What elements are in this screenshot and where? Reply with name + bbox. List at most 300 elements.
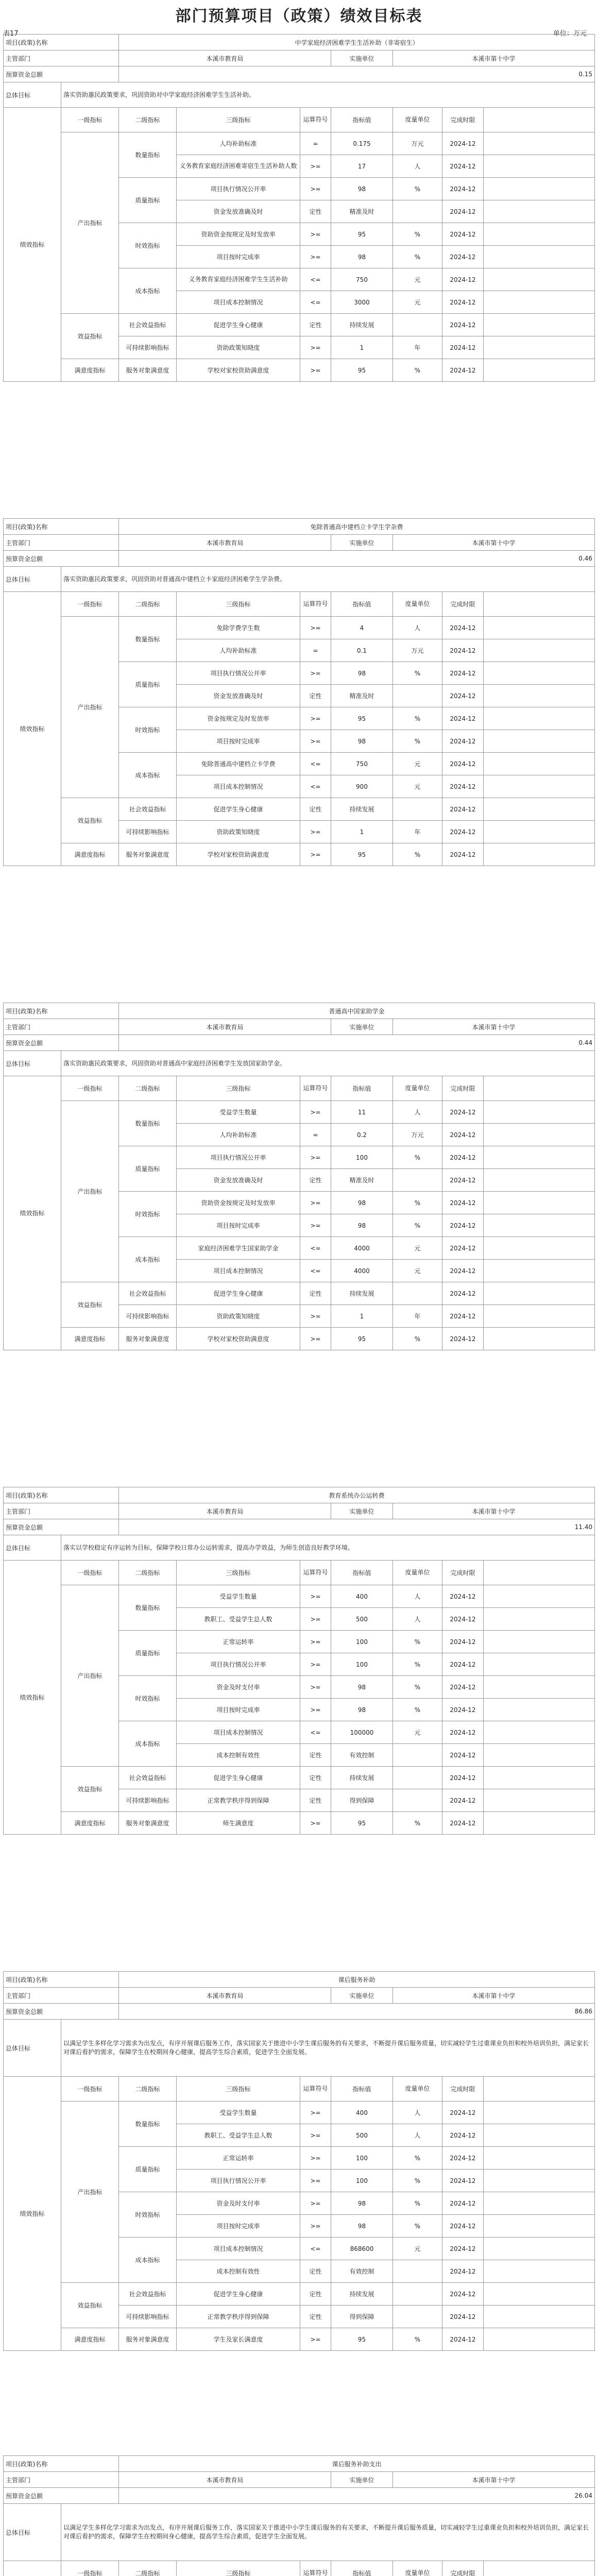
col-blank	[484, 1561, 595, 1585]
level2-indicator: 成本指标	[119, 753, 177, 798]
extra-cell	[484, 2260, 595, 2283]
dept-label: 主管部门	[4, 1503, 119, 1519]
level3-indicator: 人均补助标准	[177, 639, 300, 662]
funds-label: 预算资金总额	[4, 1035, 119, 1051]
level2-indicator: 数量指标	[119, 1101, 177, 1146]
indicator-value: 0.175	[331, 132, 393, 155]
operator: >=	[300, 1101, 331, 1124]
indicator-row	[4, 314, 595, 336]
completion-time: 2024-12	[442, 617, 484, 639]
extra-cell	[484, 730, 595, 753]
dept-value: 本溪市教育局	[119, 1503, 331, 1519]
indicator-value: 95	[331, 843, 393, 866]
level2-indicator: 社会效益指标	[119, 1282, 177, 1305]
level3-indicator: 义务教育家庭经济困难寄宿生生活补助人数	[177, 155, 300, 178]
extra-cell	[484, 1789, 595, 1812]
indicator-value: 900	[331, 775, 393, 798]
extra-cell	[484, 268, 595, 291]
funds-label: 预算资金总额	[4, 2488, 119, 2504]
indicator-value: 精准及时	[331, 685, 393, 707]
indicator-value: 1	[331, 336, 393, 359]
dept-label: 主管部门	[4, 2472, 119, 2488]
indicator-value: 1	[331, 821, 393, 843]
operator: 定性	[300, 200, 331, 223]
level3-indicator: 项目执行情况公开率	[177, 1653, 300, 1676]
operator: >=	[300, 1608, 331, 1631]
indicator-row	[4, 1767, 595, 1789]
level1-indicator: 产出指标	[61, 132, 119, 314]
col-blank	[484, 2077, 595, 2102]
completion-time: 2024-12	[442, 707, 484, 730]
indicator-row	[4, 1812, 595, 1835]
extra-cell	[484, 617, 595, 639]
project-block	[3, 2455, 594, 2576]
level2-indicator: 时效指标	[119, 1192, 177, 1237]
extra-cell	[484, 1192, 595, 1214]
operator: >=	[300, 843, 331, 866]
col-op: 运算符号	[300, 108, 331, 132]
extra-cell	[484, 1631, 595, 1653]
extra-cell	[484, 2102, 595, 2124]
indicator-value: 持续发展	[331, 314, 393, 336]
indicator-value: 17	[331, 155, 393, 178]
operator: 定性	[300, 1744, 331, 1767]
extra-cell	[484, 798, 595, 821]
measure-unit: 人	[393, 1585, 442, 1608]
level3-indicator: 人均补助标准	[177, 132, 300, 155]
completion-time: 2024-12	[442, 753, 484, 775]
level3-indicator: 正常教学秩序得到保障	[177, 2306, 300, 2328]
level3-indicator: 学生及家长满意度	[177, 2328, 300, 2351]
level1-indicator: 产出指标	[61, 1585, 119, 1767]
measure-unit: %	[393, 662, 442, 685]
col-l3: 三级指标	[177, 108, 300, 132]
col-l1: 一级指标	[61, 2561, 119, 2576]
project-table	[3, 1971, 595, 2351]
measure-unit: %	[393, 2170, 442, 2192]
indicator-value: 4000	[331, 1260, 393, 1282]
completion-time: 2024-12	[442, 821, 484, 843]
extra-cell	[484, 843, 595, 866]
goal-label: 总体目标	[4, 2504, 61, 2561]
col-l2: 二级指标	[119, 2561, 177, 2576]
indicators-label: 绩效指标	[4, 1076, 61, 1350]
level2-indicator: 社会效益指标	[119, 2283, 177, 2306]
level3-indicator: 成本控制有效性	[177, 1744, 300, 1767]
indicator-row	[4, 2283, 595, 2306]
completion-time: 2024-12	[442, 2124, 484, 2147]
level1-indicator: 满意度指标	[61, 843, 119, 866]
indicator-row	[4, 2328, 595, 2351]
indicators-label: 绩效指标	[4, 592, 61, 866]
indicator-value: 95	[331, 223, 393, 246]
level2-indicator: 数量指标	[119, 2102, 177, 2147]
extra-cell	[484, 1812, 595, 1835]
level3-indicator: 正常运转率	[177, 2147, 300, 2170]
indicator-value: 98	[331, 1214, 393, 1237]
project-name-label: 项目(政策)名称	[4, 1003, 119, 1019]
dept-value: 本溪市教育局	[119, 50, 331, 66]
indicators-label: 绩效指标	[4, 2077, 61, 2351]
dept-value: 本溪市教育局	[119, 535, 331, 551]
measure-unit: %	[393, 246, 442, 268]
level3-indicator: 资助资金按规定及时发放率	[177, 223, 300, 246]
level2-indicator: 质量指标	[119, 178, 177, 223]
completion-time: 2024-12	[442, 1721, 484, 1744]
indicator-row	[4, 843, 595, 866]
level2-indicator: 成本指标	[119, 1237, 177, 1282]
operator: =	[300, 1124, 331, 1146]
level3-indicator: 项目成本控制情况	[177, 775, 300, 798]
goal-label: 总体目标	[4, 567, 61, 592]
operator: >=	[300, 2124, 331, 2147]
measure-unit: %	[393, 178, 442, 200]
measure-unit: %	[393, 1699, 442, 1721]
measure-unit: 年	[393, 1305, 442, 1328]
measure-unit: 人	[393, 2102, 442, 2124]
extra-cell	[484, 2215, 595, 2238]
extra-cell	[484, 775, 595, 798]
operator: >=	[300, 662, 331, 685]
extra-cell	[484, 2192, 595, 2215]
extra-cell	[484, 1653, 595, 1676]
indicator-value: 400	[331, 2102, 393, 2124]
measure-unit: 元	[393, 1237, 442, 1260]
level2-indicator: 时效指标	[119, 2192, 177, 2238]
indicator-value: 精准及时	[331, 1169, 393, 1192]
extra-cell	[484, 1305, 595, 1328]
indicator-value: 868600	[331, 2238, 393, 2260]
dept-label: 主管部门	[4, 1019, 119, 1035]
col-blank	[484, 1076, 595, 1101]
level2-indicator: 社会效益指标	[119, 314, 177, 336]
indicator-row	[4, 1585, 595, 1608]
col-op: 运算符号	[300, 2077, 331, 2102]
completion-time: 2024-12	[442, 1146, 484, 1169]
completion-time: 2024-12	[442, 2238, 484, 2260]
col-val: 指标值	[331, 1076, 393, 1101]
operator: >=	[300, 1192, 331, 1214]
indicator-value: 4000	[331, 1237, 393, 1260]
measure-unit: 万元	[393, 132, 442, 155]
level2-indicator: 时效指标	[119, 1676, 177, 1721]
operator: >=	[300, 1699, 331, 1721]
measure-unit: 人	[393, 1608, 442, 1631]
operator: >=	[300, 1653, 331, 1676]
operator: 定性	[300, 685, 331, 707]
extra-cell	[484, 246, 595, 268]
extra-cell	[484, 2170, 595, 2192]
operator: 定性	[300, 1789, 331, 1812]
extra-cell	[484, 753, 595, 775]
col-l3: 三级指标	[177, 1076, 300, 1101]
measure-unit	[393, 1789, 442, 1812]
operator: >=	[300, 1146, 331, 1169]
extra-cell	[484, 685, 595, 707]
operator: 定性	[300, 798, 331, 821]
col-op: 运算符号	[300, 1076, 331, 1101]
impl-unit-label: 实施单位	[331, 1503, 393, 1519]
impl-unit-value: 本溪市第十中学	[393, 1019, 595, 1035]
impl-unit-label: 实施单位	[331, 2472, 393, 2488]
level2-indicator: 可持续影响指标	[119, 1789, 177, 1812]
level3-indicator: 项目执行情况公开率	[177, 178, 300, 200]
indicator-value: 98	[331, 246, 393, 268]
dept-value: 本溪市教育局	[119, 2472, 331, 2488]
goal-label: 总体目标	[4, 1051, 61, 1076]
col-l3: 三级指标	[177, 2561, 300, 2576]
extra-cell	[484, 639, 595, 662]
level3-indicator: 促进学生身心健康	[177, 314, 300, 336]
level2-indicator: 时效指标	[119, 707, 177, 753]
measure-unit: 元	[393, 268, 442, 291]
impl-unit-value: 本溪市第十中学	[393, 2472, 595, 2488]
completion-time: 2024-12	[442, 178, 484, 200]
measure-unit: %	[393, 1631, 442, 1653]
level1-indicator: 满意度指标	[61, 1328, 119, 1350]
dept-label: 主管部门	[4, 50, 119, 66]
indicator-value: 有效控制	[331, 1744, 393, 1767]
measure-unit: 人	[393, 1101, 442, 1124]
extra-cell	[484, 1744, 595, 1767]
impl-unit-value: 本溪市第十中学	[393, 1503, 595, 1519]
completion-time: 2024-12	[442, 1631, 484, 1653]
measure-unit: 人	[393, 2124, 442, 2147]
level2-indicator: 可持续影响指标	[119, 1305, 177, 1328]
col-l1: 一级指标	[61, 592, 119, 617]
col-done: 完成时限	[442, 592, 484, 617]
completion-time: 2024-12	[442, 223, 484, 246]
measure-unit: %	[393, 1812, 442, 1835]
level3-indicator: 促进学生身心健康	[177, 798, 300, 821]
measure-unit: 年	[393, 336, 442, 359]
impl-unit-label: 实施单位	[331, 50, 393, 66]
funds-value: 0.46	[119, 551, 595, 567]
level2-indicator: 社会效益指标	[119, 798, 177, 821]
indicator-value: 精准及时	[331, 200, 393, 223]
operator: 定性	[300, 314, 331, 336]
operator: >=	[300, 707, 331, 730]
extra-cell	[484, 1146, 595, 1169]
measure-unit: 元	[393, 291, 442, 314]
measure-unit	[393, 2306, 442, 2328]
measure-unit: 元	[393, 1260, 442, 1282]
indicator-value: 750	[331, 268, 393, 291]
funds-value: 11.40	[119, 1519, 595, 1535]
indicator-value: 得到保障	[331, 2306, 393, 2328]
project-block	[3, 34, 594, 382]
measure-unit	[393, 200, 442, 223]
table-label: 表17	[3, 30, 19, 38]
indicator-value: 95	[331, 2328, 393, 2351]
completion-time: 2024-12	[442, 2147, 484, 2170]
operator: <=	[300, 775, 331, 798]
measure-unit	[393, 314, 442, 336]
level3-indicator: 资助政策知晓度	[177, 336, 300, 359]
operator: >=	[300, 1305, 331, 1328]
indicator-value: 持续发展	[331, 2283, 393, 2306]
indicator-value: 100	[331, 2147, 393, 2170]
completion-time: 2024-12	[442, 336, 484, 359]
operator: >=	[300, 2192, 331, 2215]
level1-indicator: 效益指标	[61, 1282, 119, 1328]
indicator-row	[4, 1328, 595, 1350]
measure-unit: %	[393, 1214, 442, 1237]
project-name-label: 项目(政策)名称	[4, 1972, 119, 1988]
impl-unit-value: 本溪市第十中学	[393, 1988, 595, 2004]
impl-unit-label: 实施单位	[331, 535, 393, 551]
completion-time: 2024-12	[442, 2260, 484, 2283]
level3-indicator: 促进学生身心健康	[177, 2283, 300, 2306]
level3-indicator: 项目按时完成率	[177, 2215, 300, 2238]
level2-indicator: 服务对象满意度	[119, 1328, 177, 1350]
level2-indicator: 可持续影响指标	[119, 821, 177, 843]
funds-label: 预算资金总额	[4, 551, 119, 567]
operator: >=	[300, 730, 331, 753]
level3-indicator: 师生满意度	[177, 1812, 300, 1835]
extra-cell	[484, 1699, 595, 1721]
completion-time: 2024-12	[442, 1237, 484, 1260]
measure-unit: 万元	[393, 639, 442, 662]
indicator-value: 有效控制	[331, 2260, 393, 2283]
level3-indicator: 项目成本控制情况	[177, 1260, 300, 1282]
operator: 定性	[300, 2306, 331, 2328]
indicator-value: 98	[331, 178, 393, 200]
goal-label: 总体目标	[4, 82, 61, 108]
level3-indicator: 免除普通高中建档立卡学费	[177, 753, 300, 775]
funds-value: 0.15	[119, 66, 595, 82]
completion-time: 2024-12	[442, 1305, 484, 1328]
extra-cell	[484, 178, 595, 200]
project-table	[3, 1487, 595, 1835]
col-done: 完成时限	[442, 2561, 484, 2576]
operator: 定性	[300, 1169, 331, 1192]
level1-indicator: 满意度指标	[61, 1812, 119, 1835]
level1-indicator: 产出指标	[61, 617, 119, 798]
page-title: 部门预算项目（政策）绩效目标表	[175, 7, 423, 25]
project-name-label: 项目(政策)名称	[4, 2456, 119, 2472]
goal-text: 落实资助惠民政策要求，巩固资助对普通高中建档立卡家庭经济困难学生学杂费。	[61, 567, 595, 592]
level1-indicator: 效益指标	[61, 2283, 119, 2328]
indicator-value: 100	[331, 2170, 393, 2192]
level3-indicator: 义务教育家庭经济困难学生生活补助	[177, 268, 300, 291]
extra-cell	[484, 200, 595, 223]
indicator-value: 持续发展	[331, 1767, 393, 1789]
completion-time: 2024-12	[442, 2170, 484, 2192]
level3-indicator: 学校对家校资助满意度	[177, 359, 300, 382]
impl-unit-label: 实施单位	[331, 1019, 393, 1035]
level1-indicator: 产出指标	[61, 1101, 119, 1282]
col-l1: 一级指标	[61, 2077, 119, 2102]
operator: <=	[300, 291, 331, 314]
measure-unit: %	[393, 2192, 442, 2215]
completion-time: 2024-12	[442, 359, 484, 382]
completion-time: 2024-12	[442, 132, 484, 155]
completion-time: 2024-12	[442, 2215, 484, 2238]
indicator-value: 100	[331, 1146, 393, 1169]
extra-cell	[484, 2124, 595, 2147]
level2-indicator: 成本指标	[119, 2238, 177, 2283]
impl-unit-value: 本溪市第十中学	[393, 535, 595, 551]
level3-indicator: 家庭经济困难学生国家助学金	[177, 1237, 300, 1260]
col-unit: 度量单位	[393, 2561, 442, 2576]
project-block	[3, 1487, 594, 1835]
level2-indicator: 成本指标	[119, 268, 177, 314]
col-blank	[484, 2561, 595, 2576]
funds-value: 0.44	[119, 1035, 595, 1051]
operator: <=	[300, 1260, 331, 1282]
extra-cell	[484, 2238, 595, 2260]
completion-time: 2024-12	[442, 246, 484, 268]
completion-time: 2024-12	[442, 314, 484, 336]
completion-time: 2024-12	[442, 1812, 484, 1835]
extra-cell	[484, 2306, 595, 2328]
indicator-value: 100000	[331, 1721, 393, 1744]
indicator-value: 持续发展	[331, 798, 393, 821]
extra-cell	[484, 1237, 595, 1260]
project-name-label: 项目(政策)名称	[4, 519, 119, 535]
operator: >=	[300, 617, 331, 639]
measure-unit	[393, 2283, 442, 2306]
measure-unit: 万元	[393, 1124, 442, 1146]
col-unit: 度量单位	[393, 592, 442, 617]
col-done: 完成时限	[442, 108, 484, 132]
col-val: 指标值	[331, 108, 393, 132]
level3-indicator: 学校对家校资助满意度	[177, 1328, 300, 1350]
level2-indicator: 时效指标	[119, 223, 177, 268]
col-l2: 二级指标	[119, 1076, 177, 1101]
level3-indicator: 资助政策知晓度	[177, 1305, 300, 1328]
measure-unit: %	[393, 1192, 442, 1214]
completion-time: 2024-12	[442, 1789, 484, 1812]
indicator-value: 98	[331, 2215, 393, 2238]
funds-value: 86.86	[119, 2004, 595, 2020]
indicator-value: 98	[331, 730, 393, 753]
col-l3: 三级指标	[177, 1561, 300, 1585]
indicator-value: 100	[331, 1653, 393, 1676]
completion-time: 2024-12	[442, 843, 484, 866]
goal-label: 总体目标	[4, 2020, 61, 2077]
level1-indicator: 满意度指标	[61, 359, 119, 382]
indicator-value: 400	[331, 1585, 393, 1608]
operator: >=	[300, 1585, 331, 1608]
indicator-row	[4, 617, 595, 639]
indicator-row	[4, 798, 595, 821]
indicator-value: 11	[331, 1101, 393, 1124]
extra-cell	[484, 1124, 595, 1146]
completion-time: 2024-12	[442, 2192, 484, 2215]
level3-indicator: 项目执行情况公开率	[177, 2170, 300, 2192]
col-unit: 度量单位	[393, 1076, 442, 1101]
level1-indicator: 效益指标	[61, 1767, 119, 1812]
level3-indicator: 学校对家校资助满意度	[177, 843, 300, 866]
completion-time: 2024-12	[442, 1101, 484, 1124]
completion-time: 2024-12	[442, 1676, 484, 1699]
completion-time: 2024-12	[442, 1585, 484, 1608]
col-done: 完成时限	[442, 2077, 484, 2102]
operator: >=	[300, 223, 331, 246]
operator: >=	[300, 2328, 331, 2351]
funds-value: 26.04	[119, 2488, 595, 2504]
measure-unit: 人	[393, 617, 442, 639]
level1-indicator: 产出指标	[61, 2102, 119, 2283]
operator: >=	[300, 1676, 331, 1699]
extra-cell	[484, 2147, 595, 2170]
extra-cell	[484, 1214, 595, 1237]
operator: >=	[300, 359, 331, 382]
extra-cell	[484, 1282, 595, 1305]
col-unit: 度量单位	[393, 1561, 442, 1585]
